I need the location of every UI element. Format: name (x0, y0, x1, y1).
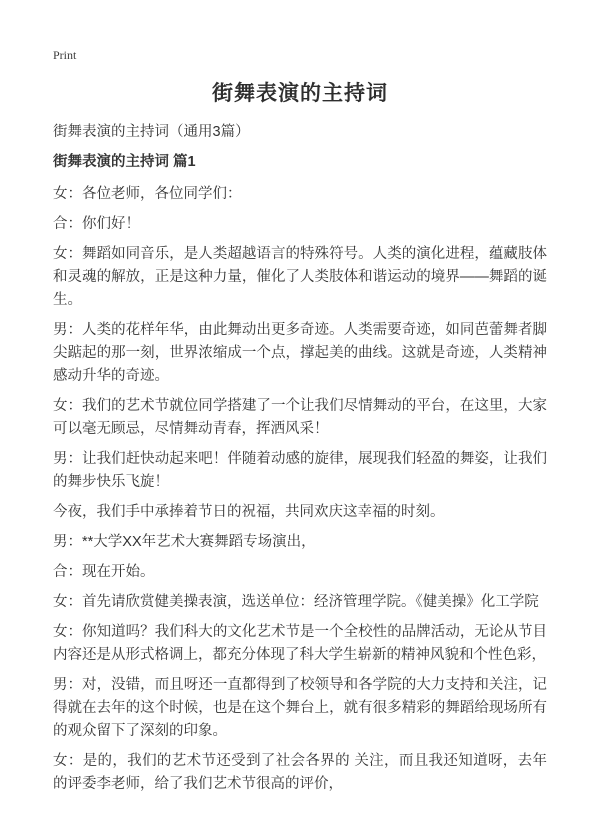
paragraph: 合：你们好！ (53, 216, 140, 232)
paragraph: 女：是的，我们的艺术节还受到了社会各界的 关注，而且我还知道呀，去年的评委李老师，给了我们艺术节很高的评价， (53, 753, 547, 792)
page-title: 街舞表演的主持词 (212, 82, 388, 105)
print-link[interactable]: Print (53, 48, 77, 62)
paragraph: 男：**大学XX年艺术大赛舞蹈专场演出， (53, 534, 316, 550)
paragraph: 男：让我们赶快动起来吧！伴随着动感的旋律，展现我们轻盈的舞姿，让我们的舞步快乐飞旋！ (53, 451, 547, 490)
paragraph: 女：各位老师，各位同学们： (53, 186, 242, 202)
paragraph: 男：对，没错，而且呀还一直都得到了校领导和各学院的大力支持和关注，记得就在去年的这个时候，也是在这个舞台上，就有很多精彩的舞蹈给现场所有的观众留下了深刻的印象。 (53, 677, 547, 739)
paragraph: 女：首先请欣赏健美操表演，选送单位：经济管理学院。《健美操》化工学院 (53, 594, 539, 610)
paragraph: 女：你知道吗？我们科大的文化艺术节是一个全校性的品牌活动，无论从节目内容还是从形式格调上，都充分体现了科大学生崭新的精神风貌和个性色彩， (53, 624, 547, 663)
paragraph: 女：我们的艺术节就位同学搭建了一个让我们尽情舞动的平台，在这里，大家可以毫无顾忌，尽情舞动青春，挥洒风采！ (53, 398, 547, 437)
section-heading: 街舞表演的主持词 篇1 (53, 154, 196, 170)
paragraph: 男：人类的花样年华，由此舞动出更多奇迹。人类需要奇迹，如同芭蕾舞者脚尖踮起的那一刻，世界浓缩成一个点，撑起美的曲线。这就是奇迹，人类精神感动升华的奇迹。 (53, 322, 547, 384)
paragraph: 女：舞蹈如同音乐，是人类超越语言的特殊符号。人类的演化进程，蕴藏肢体和灵魂的解放，正是这种力量，催化了人类肢体和谐运动的境界——舞蹈的诞生。 (53, 246, 547, 308)
doc-subtitle: 街舞表演的主持词（通用3篇） (53, 124, 250, 140)
paragraph: 今夜，我们手中承捧着节日的祝福，共同欢庆这幸福的时刻。 (53, 504, 445, 520)
paragraph: 合：现在开始。 (53, 564, 155, 580)
